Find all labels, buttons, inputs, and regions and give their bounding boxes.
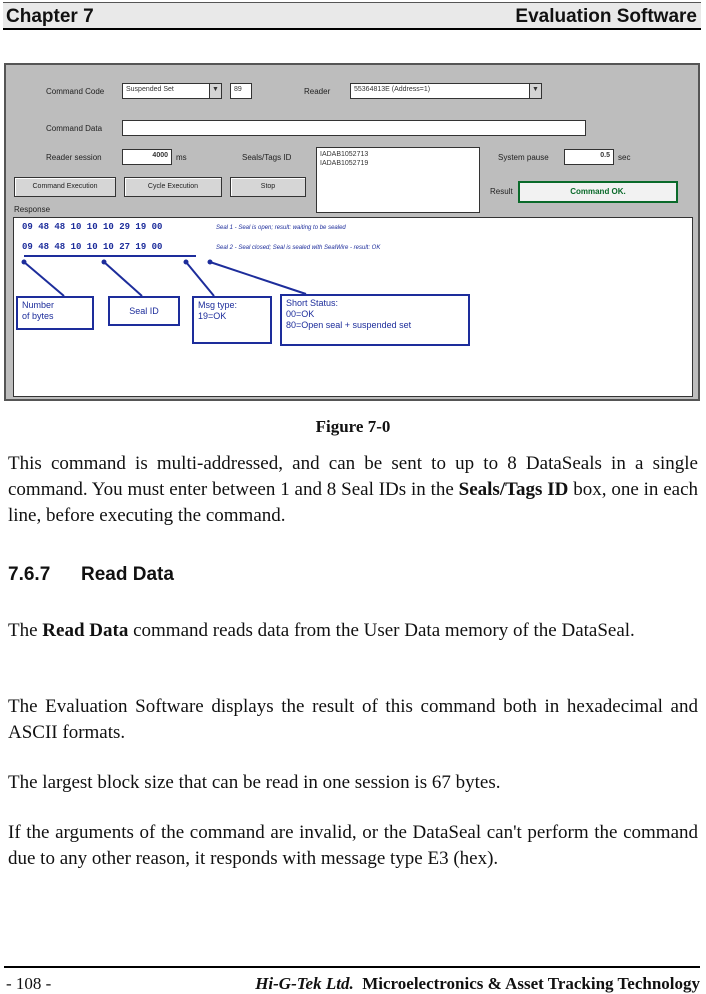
system-pause-unit: sec	[618, 153, 631, 162]
system-pause-label: System pause	[498, 153, 549, 162]
callout-msg-type	[192, 296, 272, 344]
paragraph-text: This command is multi-addressed, and can be sent to up to 8 DataSeals in a single command. You must enter between 1 and 8 Seal IDs in the	[8, 453, 698, 500]
stop-button[interactable]: Stop	[230, 177, 306, 197]
command-code-hex-field[interactable]	[230, 83, 252, 99]
section-number: 7.6.7	[8, 564, 51, 585]
paragraph-block-size: The largest block size that can be read in one session is 67 bytes.	[8, 772, 501, 793]
paragraph-multi-addressed	[8, 451, 698, 529]
paragraph-text: command reads data from the User Data memory of the DataSeal.	[128, 620, 635, 641]
company-tagline: Microelectronics & Asset Tracking Technology	[362, 974, 700, 993]
paragraph-invalid-arguments: If the arguments of the command are invalid, or the DataSeal can't perform the command due to any other reason, it responds with message type E3 (hex).	[8, 822, 698, 869]
evaluation-software-screenshot	[4, 63, 700, 401]
seals-tags-id-label: Seals/Tags ID	[242, 153, 292, 162]
paragraph-text: box, one in each line, before executing the command.	[8, 479, 699, 526]
callout-text: Msg type:	[198, 300, 238, 310]
page-header	[3, 2, 701, 30]
reader-label: Reader	[304, 87, 331, 96]
callout-text: Number	[22, 300, 55, 310]
response-panel	[13, 217, 693, 397]
paragraph-read-data	[8, 618, 698, 644]
command-code-hex-value: 89	[234, 86, 242, 93]
footer-company	[255, 974, 700, 994]
command-data-input[interactable]	[122, 120, 586, 136]
reader-session-label: Reader session	[46, 153, 102, 162]
section-label: Evaluation Software	[515, 6, 697, 27]
page-footer	[4, 966, 700, 993]
callout-text: 00=OK	[286, 309, 315, 319]
page-number: - 108 -	[6, 974, 52, 993]
response-hex-line-1: 09 48 48 10 10 10 29 19 00	[22, 222, 163, 232]
cycle-execution-button[interactable]: Cycle Execution	[124, 177, 222, 197]
command-code-value: Suspended Set	[126, 86, 174, 93]
system-pause-value: 0.5	[600, 152, 610, 159]
seal-id-line: IADAB1052719	[320, 160, 369, 167]
reader-session-unit: ms	[176, 153, 187, 162]
section-heading	[8, 564, 174, 586]
response-note-1: Seal 1 - Seal is open; result: waiting to be sealed	[216, 225, 346, 231]
callout-seal-id	[108, 296, 180, 326]
reader-session-input[interactable]	[122, 149, 172, 165]
paragraph-text: The	[8, 620, 43, 641]
response-note-2: Seal 2 - Seal closed; Seal is sealed with SealWire - result: OK	[216, 245, 381, 251]
seal-id-line: IADAB1052713	[320, 151, 369, 158]
result-field	[518, 181, 678, 203]
callout-text: 19=OK	[198, 311, 227, 321]
callout-text: Seal ID	[129, 306, 159, 316]
callout-number-of-bytes	[16, 296, 94, 330]
response-label: Response	[14, 205, 51, 214]
reader-session-value: 4000	[152, 152, 168, 159]
read-data-term: Read Data	[42, 620, 129, 641]
callout-text: of bytes	[22, 311, 54, 321]
reader-value: 55364813E (Address=1)	[354, 86, 431, 93]
command-code-select[interactable]	[122, 83, 222, 99]
seals-tags-id-textarea[interactable]	[316, 147, 480, 213]
section-title: Read Data	[81, 564, 174, 585]
company-name: Hi-G-Tek Ltd.	[255, 974, 354, 993]
chapter-label: Chapter 7	[6, 6, 94, 27]
paragraph-formats: The Evaluation Software displays the result of this command both in hexadecimal and ASCII formats.	[8, 696, 698, 743]
callout-text: 80=Open seal + suspended set	[286, 320, 412, 330]
result-label: Result	[490, 187, 513, 196]
chevron-down-icon[interactable]: ▼	[529, 84, 541, 98]
figure-caption: Figure 7-0	[315, 417, 391, 436]
callout-text: Short Status:	[286, 298, 339, 308]
callout-short-status	[280, 294, 470, 346]
system-pause-input[interactable]	[564, 149, 614, 165]
response-hex-line-2: 09 48 48 10 10 10 27 19 00	[22, 242, 163, 252]
reader-select[interactable]	[350, 83, 542, 99]
result-value: Command OK.	[570, 187, 626, 196]
seals-tags-id-term: Seals/Tags ID	[458, 479, 569, 500]
chevron-down-icon[interactable]: ▼	[209, 84, 221, 98]
command-execution-button[interactable]: Command Execution	[14, 177, 116, 197]
command-code-label: Command Code	[46, 87, 105, 96]
command-data-label: Command Data	[46, 124, 103, 133]
